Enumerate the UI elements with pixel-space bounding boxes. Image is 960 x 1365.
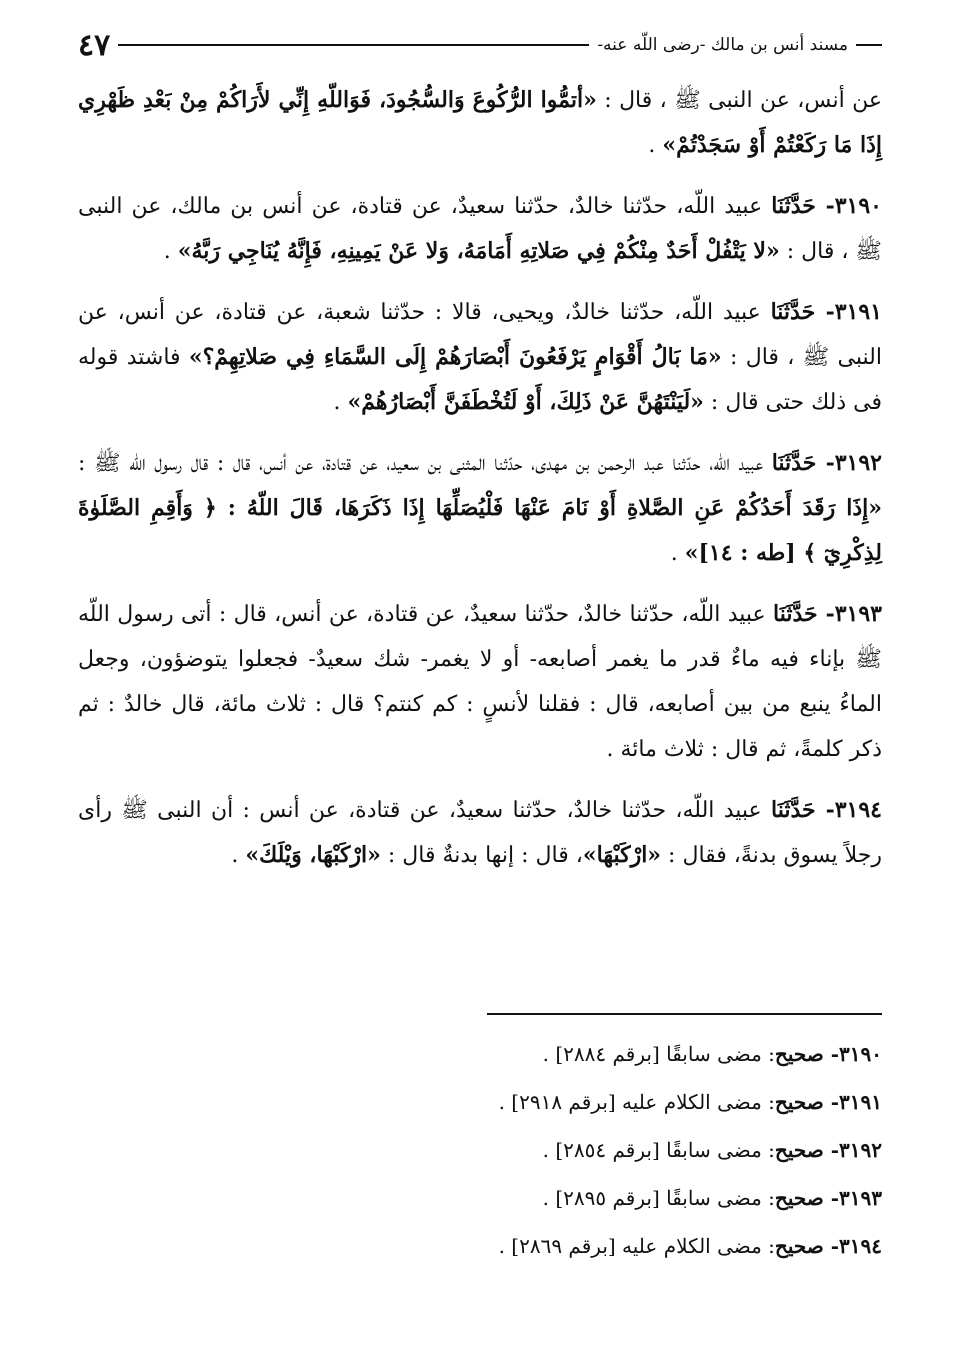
hadith-quote: «مَا بَالُ أَقْوَامٍ يَرْفَعُونَ أَبْصَارَهُمْ إِلَى السَّمَاءِ فِي صَلاتِهِمْ؟» (188, 344, 722, 370)
hadith-number: ٣١٩٤- حَدَّثَنَا (771, 797, 882, 823)
hadith-3192 (78, 441, 882, 576)
page-header (78, 27, 882, 63)
paragraph-lead: عن أنس، عن النبى ﷺ ، قال : (596, 88, 882, 113)
paragraph-continuation (78, 78, 882, 168)
hadith-number: ٣١٩١- حَدَّثَنَا (770, 299, 882, 325)
hadith-middle: فاشتد قوله فى ذلك حتى قال : (78, 345, 882, 415)
header-dash (856, 44, 882, 46)
hadith-text (78, 78, 882, 894)
hadith-number: ٣١٩٣- حَدَّثَنَا (772, 601, 882, 627)
header-rule (118, 44, 589, 46)
hadith-3193 (78, 592, 882, 772)
footnote-number: ٣١٩٤- صحيح (774, 1234, 882, 1258)
hadith-chain: عبيد اللّه، حدّثنا خالدٌ، حدّثنا سعيدٌ، عن قتادة، عن أنس : أن النبى ﷺ رأى رجلاً يسوق بدنةً، فقال : (78, 798, 882, 868)
hadith-quote-2: «لَيَنْتَهُنَّ عَنْ ذَلِكَ، أَوْ لَتُخْطَفَنَّ أَبْصَارُهُمْ» (347, 389, 704, 415)
hadith-quote: «لا يَتْفُلْ أَحَدٌ مِنْكُمْ فِي صَلاتِهِ أَمَامَهُ، وَلا عَنْ يَمِينِهِ، فَإِنَّهُ يُنَاجِي رَبَّهُ» (177, 238, 780, 264)
footnote-text: : مضى سابقًا [برقم ٢٨٨٤] . (542, 1042, 775, 1066)
footnote-text: : مضى الكلام عليه [برقم ٢٩١٨] . (498, 1090, 775, 1114)
running-title: مسند أنس بن مالك -رضى اللّه عنه- (597, 35, 848, 55)
footnote-number: ٣١٩١- صحيح (774, 1090, 882, 1114)
hadith-quote: «إِذَا رَقَدَ أَحَدُكُمْ عَنِ الصَّلاةِ أَوْ نَامَ عَنْهَا فَلْيُصَلِّهَا إِذَا ذَكَرَهَا، قَالَ اللّهُ : ﴿ وَأَقِمِ الصَّلَوٰةَ لِذِكْرِيٓ ﴾ [طه : ١٤]» (78, 495, 882, 566)
footnote-item (300, 1222, 882, 1270)
hadith-chain: عبيد اللّه، حدّثنا خالدٌ، حدّثنا سعيدٌ، عن قتادة، عن أنس بن مالك، عن النبى ﷺ ، قال : (78, 194, 882, 264)
footnote-number: ٣١٩٢- صحيح (774, 1138, 882, 1162)
page-number: ٤٧ (78, 27, 111, 63)
footnote-item (300, 1078, 882, 1126)
hadith-number: ٣١٩٠- حَدَّثَنَا (771, 193, 882, 219)
footnote-text: : مضى سابقًا [برقم ٢٨٩٥] . (542, 1186, 775, 1210)
hadith-middle: ، قال : إنها بدنةٌ قال : (380, 843, 583, 868)
footnote-separator (487, 1013, 882, 1015)
paragraph-tail: . (670, 541, 685, 566)
footnote-text: : مضى الكلام عليه [برقم ٢٨٦٩] . (498, 1234, 775, 1258)
paragraph-tail: . (333, 390, 348, 415)
hadith-3191 (78, 290, 882, 425)
footnote-item (300, 1126, 882, 1174)
hadith-3190 (78, 184, 882, 274)
footnote-text: : مضى سابقًا [برقم ٢٨٥٤] . (542, 1138, 775, 1162)
footnote-number: ٣١٩٣- صحيح (774, 1186, 882, 1210)
footnote-item (300, 1030, 882, 1078)
hadith-quote: «أتمُّوا الرُّكُوعَ وَالسُّجُودَ، فَوَاللّهِ إِنِّي لأَرَاكُمْ مِنْ بَعْدِ ظَهْرِي إِذَا مَا رَكَعْتُمْ أَوْ سَجَدْتُمْ» (78, 87, 882, 158)
footnote-number: ٣١٩٠- صحيح (774, 1042, 882, 1066)
hadith-number: ٣١٩٢- حَدَّثَنَا (771, 450, 882, 476)
hadith-chain: عبيد اللّه، حدّثنا عبد الرحمن بن مهدى، حدّثنا المثنى بن سعيد، عن قتادة، عن أنس، قال : قال رسول اللّه ﷺ : (78, 451, 772, 476)
hadith-3194 (78, 788, 882, 878)
paragraph-tail: . (231, 843, 246, 868)
hadith-quote: «ارْكَبْهَا» (582, 842, 662, 868)
footnote-item (300, 1174, 882, 1222)
paragraph-tail: . (648, 133, 663, 158)
footnotes (300, 1030, 882, 1270)
hadith-chain: عبيد اللّه، حدّثنا خالدٌ، حدّثنا سعيدٌ، عن قتادة، عن أنس، قال : أتى رسول اللّه ﷺ بإناء فيه ماءٌ قدر ما يغمر أصابعه- أو لا يغمر- شك سعيدٌ- فجعلوا يتوضؤون، وجعل الماءُ ينبع من بين أصابعه، قال : فقلنا لأنسٍ : كم كنتم؟ قال : ثلاث مائة، قال خالدٌ : ثم ذكر كلمةً، ثم قال : ثلاث مائة . (78, 602, 882, 762)
hadith-quote-2: «ارْكَبْهَا، وَيْلَكَ» (245, 842, 381, 868)
paragraph-tail: . (163, 239, 178, 264)
hadith-chain: عبيد اللّه، حدّثنا خالدٌ، ويحيى، قالا : حدّثنا شعبة، عن قتادة، عن أنس، عن النبى ﷺ ، قال : (78, 300, 882, 370)
